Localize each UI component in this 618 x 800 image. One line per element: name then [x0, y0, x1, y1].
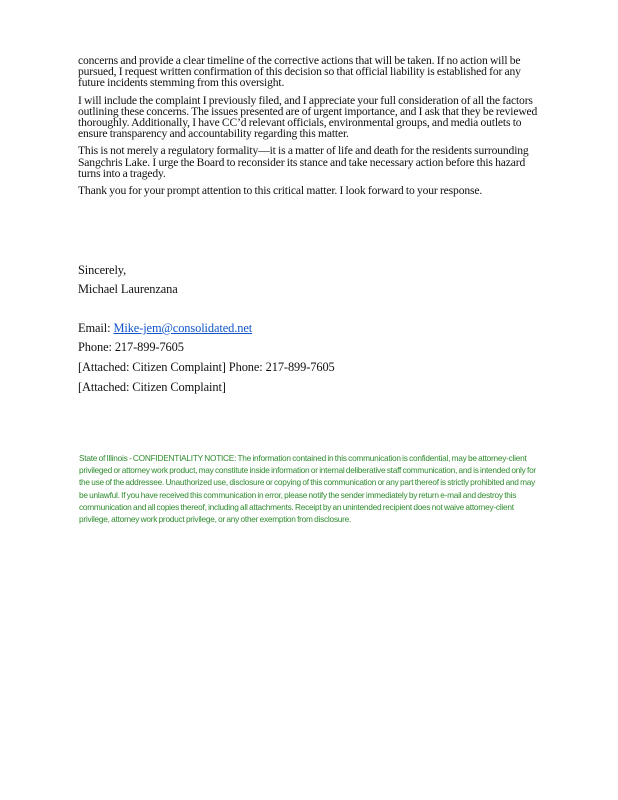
attached-phone-line: [Attached: Citizen Complaint] Phone: 217-899-7605 — [78, 360, 335, 374]
confidentiality-notice: State of Illinois - CONFIDENTIALITY NOTICE: The information contained in this communication is confidential, may be attorney-client privileged or attorney work product, may constitute inside information or internal deliberative staff communication, and is intended only for the use of the addressee. Unauthorized use, disclosure or copying of this communication or any part thereof is strictly prohibited and may be unlawful. If you have received this communication in error, please notify the sender immediately by return e-mail and destroy this communication and all copies thereof, including all attachments. Receipt by an unintended recipient does not waive attorney-client privilege, attorney work product privilege, or any other exemption from disclosure. — [79, 453, 536, 525]
letter-body — [78, 55, 540, 202]
email-label: Email: — [78, 321, 114, 335]
email-line — [78, 321, 252, 336]
salutation: Sincerely, — [78, 263, 127, 277]
signature-name: Michael Laurenzana — [78, 282, 178, 296]
attached-line: [Attached: Citizen Complaint] — [78, 380, 226, 394]
letter-paragraph-4: Thank you for your prompt attention to this critical matter. I look forward to your response. — [78, 184, 483, 198]
letter-paragraph-3: This is not merely a regulatory formality—it is a matter of life and death for the residents surrounding Sangchris Lake. I urge the Board to reconsider its stance and take necessary action before this hazard turns into a tragedy. — [78, 144, 529, 180]
letter-paragraph-2: I will include the complaint I previously filed, and I appreciate your full consideration of all the factors outlining these concerns. The issues presented are of urgent importance, and I ask that they be reviewed thoroughly. Additionally, I have CC’d relevant officials, environmental groups, and media outlets to ensure transparency and accountability regarding this matter. — [78, 93, 538, 141]
phone-line: Phone: 217-899-7605 — [78, 340, 184, 354]
letter-paragraph-1: concerns and provide a clear timeline of the corrective actions that will be taken. If no action will be pursued, I request written confirmation of this decision so that official liability is established for any future incidents stemming from this oversight. — [78, 54, 521, 90]
email-link[interactable]: Mike-jem@consolidated.net — [113, 321, 253, 335]
